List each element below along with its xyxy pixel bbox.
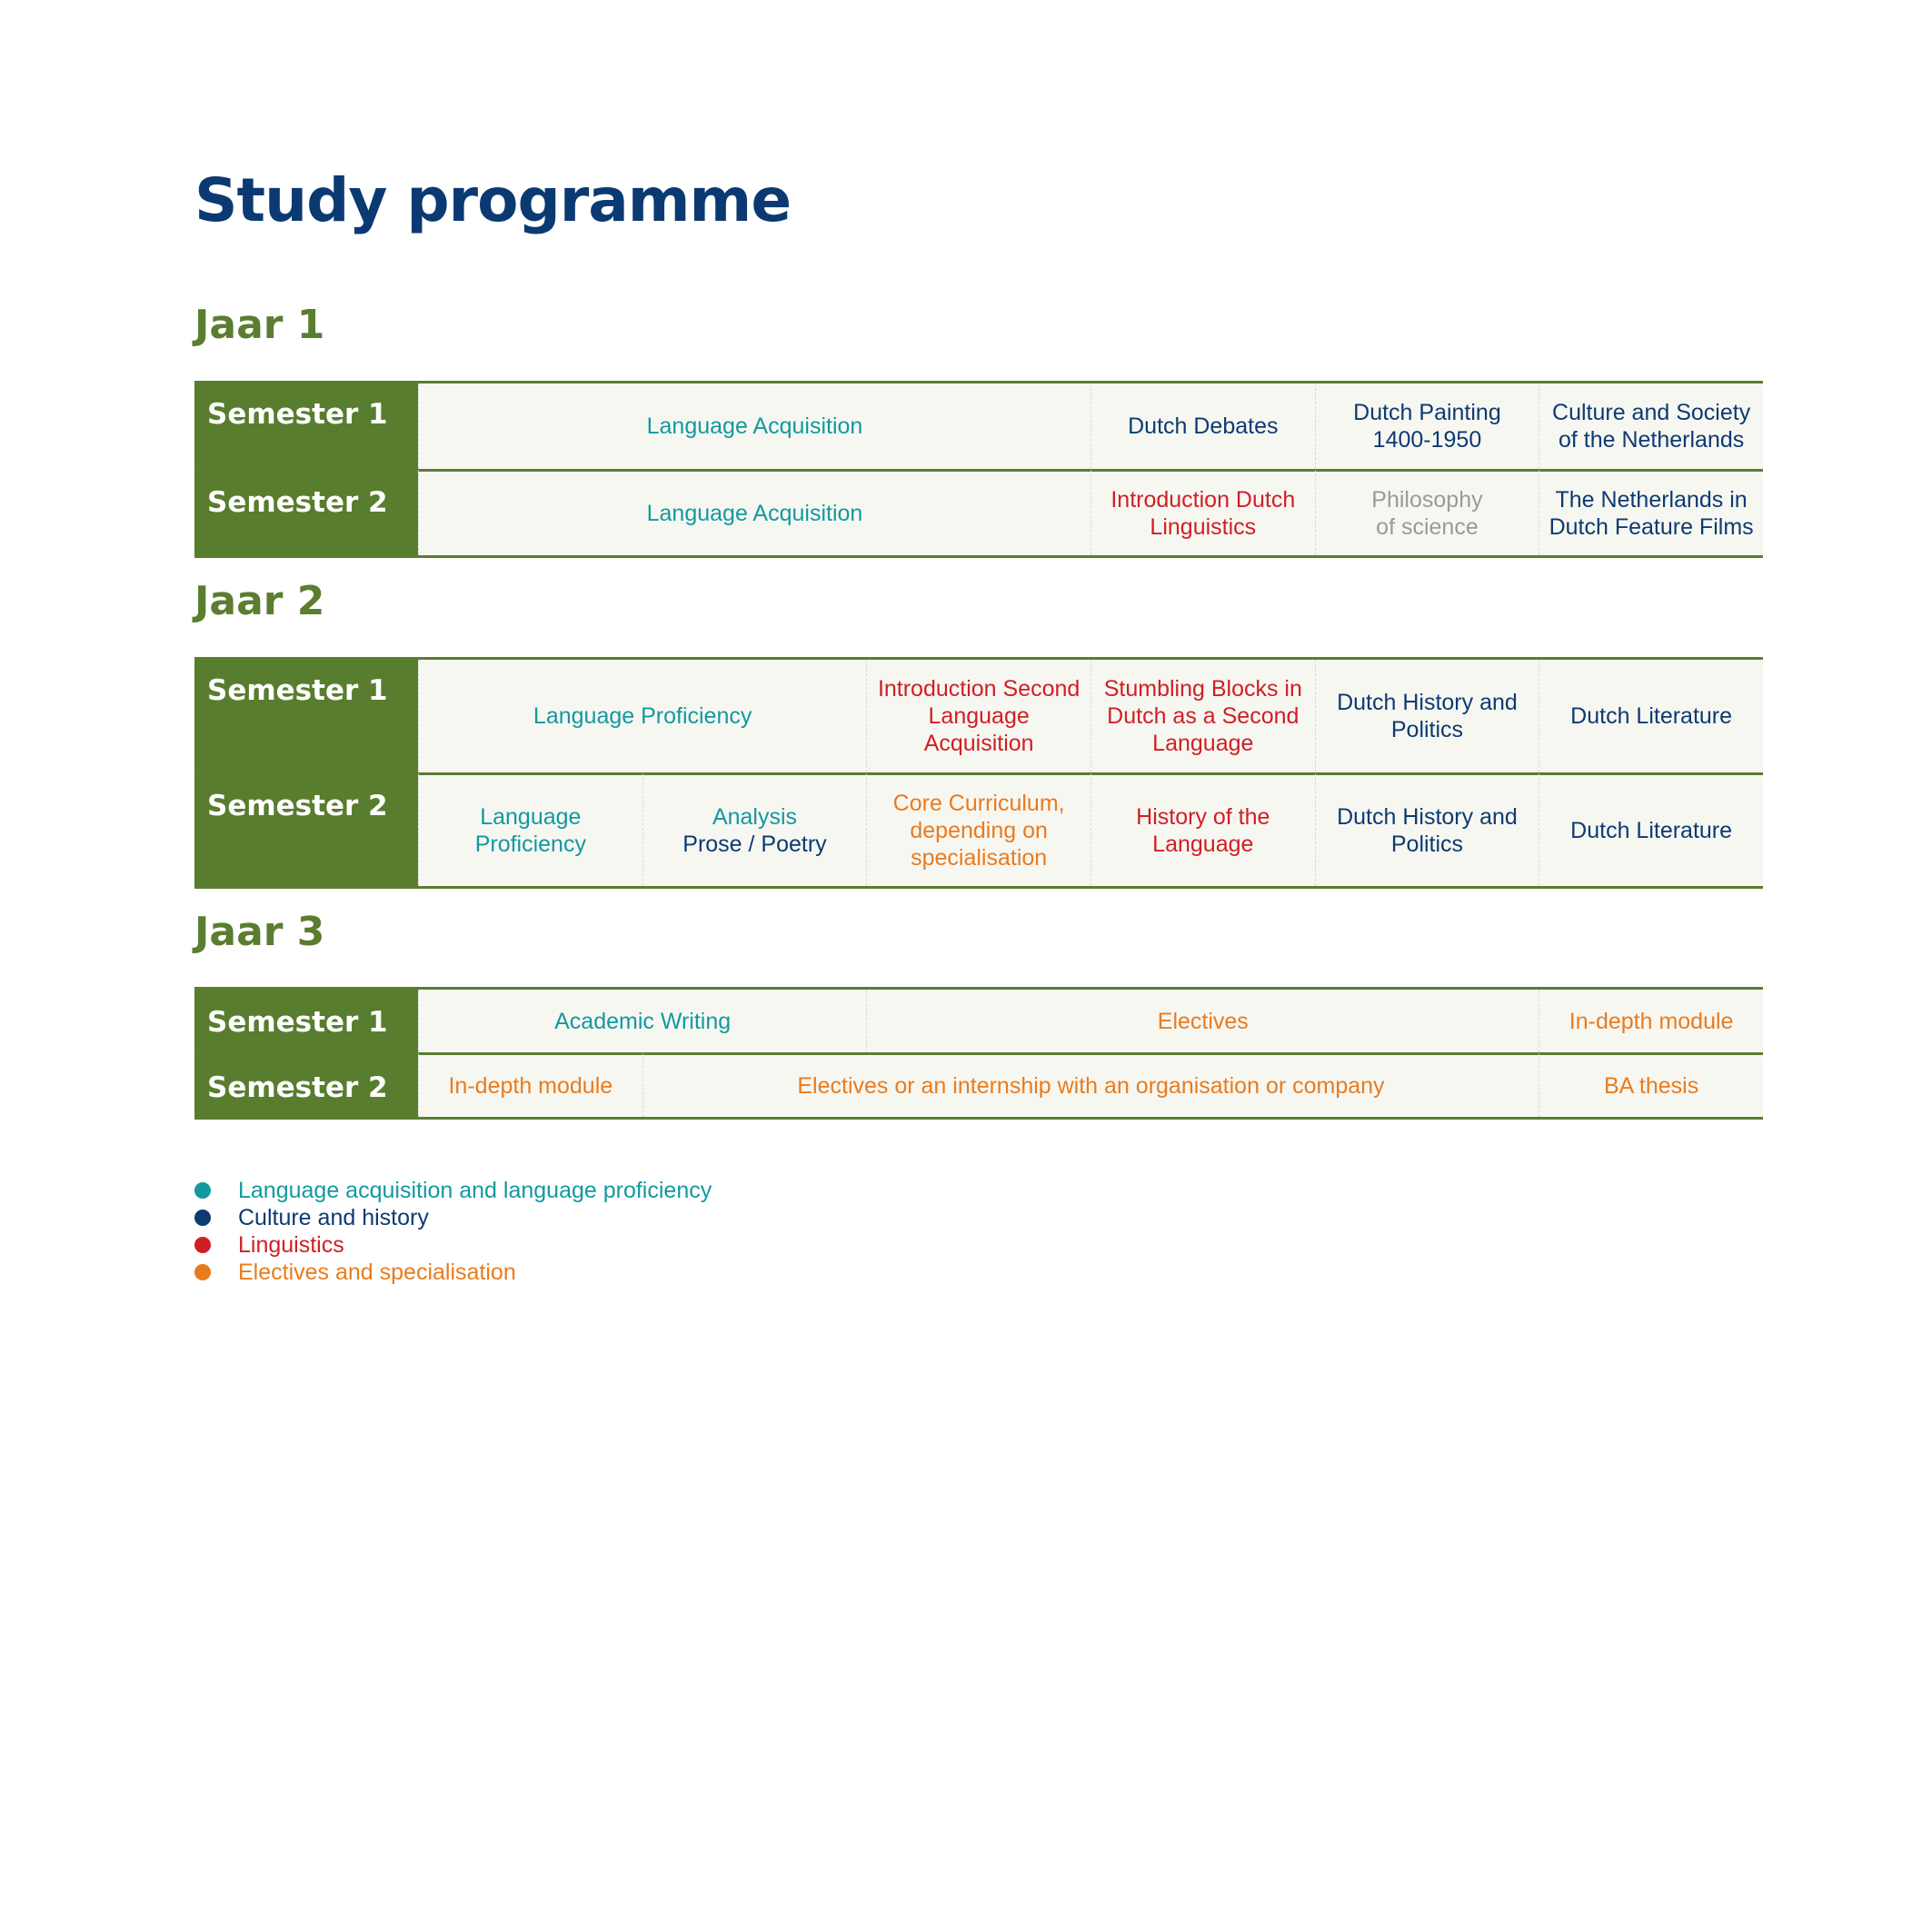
course-language-proficiency: Language Proficiency xyxy=(418,772,642,886)
course-intro-second-language-acquisition: Introduction Second Language Acquisition xyxy=(866,660,1090,772)
course-intro-dutch-linguistics: Introduction Dutch Linguistics xyxy=(1090,469,1315,555)
semester-1-label: Semester 1 xyxy=(194,660,418,772)
course-dutch-history-politics: Dutch History and Politics xyxy=(1315,772,1539,886)
course-feature-films: The Netherlands in Dutch Feature Films xyxy=(1539,469,1763,555)
legend-item: Language acquisition and language proficiency xyxy=(194,1177,712,1204)
course-dutch-history-politics: Dutch History and Politics xyxy=(1315,660,1539,772)
course-dutch-debates: Dutch Debates xyxy=(1090,383,1315,469)
course-language-acquisition: Language Acquisition xyxy=(418,383,1090,469)
year-3-table xyxy=(194,987,1763,1120)
year-1-table xyxy=(194,381,1763,558)
course-language-proficiency: Language Proficiency xyxy=(418,660,866,772)
course-in-depth-module: In-depth module xyxy=(418,1052,642,1117)
course-stumbling-blocks: Stumbling Blocks in Dutch as a Second Language xyxy=(1090,660,1315,772)
course-electives-or-internship: Electives or an internship with an organisation or company xyxy=(642,1052,1539,1117)
red-dot-icon xyxy=(194,1237,211,1253)
navy-dot-icon xyxy=(194,1210,211,1226)
legend-item: Culture and history xyxy=(194,1204,712,1231)
course-analysis-prose-poetry: Analysis Prose / Poetry xyxy=(642,772,867,886)
legend-item: Electives and specialisation xyxy=(194,1259,712,1286)
year-2-title: Jaar 2 xyxy=(194,578,325,624)
course-electives: Electives xyxy=(866,990,1539,1052)
legend xyxy=(194,1177,712,1286)
orange-dot-icon xyxy=(194,1264,211,1280)
semester-2-label: Semester 2 xyxy=(194,1052,418,1117)
course-dutch-literature: Dutch Literature xyxy=(1539,660,1763,772)
course-dutch-painting: Dutch Painting 1400-1950 xyxy=(1315,383,1539,469)
course-academic-writing: Academic Writing xyxy=(418,990,866,1052)
course-philosophy-of-science: Philosophy of science xyxy=(1315,469,1539,555)
course-dutch-literature: Dutch Literature xyxy=(1539,772,1763,886)
year-3-title: Jaar 3 xyxy=(194,909,325,955)
course-history-of-language: History of the Language xyxy=(1090,772,1315,886)
course-in-depth-module: In-depth module xyxy=(1539,990,1763,1052)
year-1-title: Jaar 1 xyxy=(194,302,325,348)
legend-item: Linguistics xyxy=(194,1231,712,1259)
semester-1-label: Semester 1 xyxy=(194,990,418,1052)
page-title: Study programme xyxy=(194,165,792,235)
course-culture-society: Culture and Society of the Netherlands xyxy=(1539,383,1763,469)
semester-2-label: Semester 2 xyxy=(194,469,418,555)
course-language-acquisition: Language Acquisition xyxy=(418,469,1090,555)
teal-dot-icon xyxy=(194,1182,211,1199)
semester-1-label: Semester 1 xyxy=(194,383,418,469)
semester-2-label: Semester 2 xyxy=(194,772,418,886)
year-2-table xyxy=(194,657,1763,889)
course-core-curriculum: Core Curriculum, depending on specialisation xyxy=(866,772,1090,886)
course-ba-thesis: BA thesis xyxy=(1539,1052,1763,1117)
